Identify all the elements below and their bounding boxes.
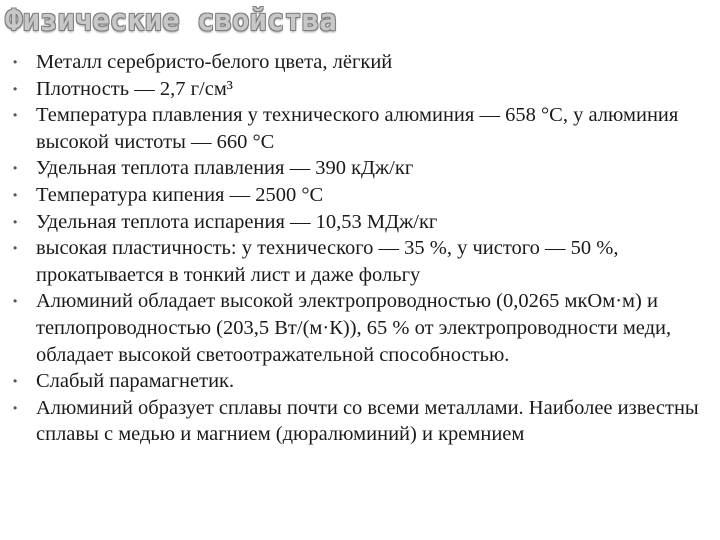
bullet-item [0, 155, 720, 182]
bullet-text: Плотность — 2,7 г/см³ [36, 77, 233, 100]
bullet-text: Металл серебристо-белого цвета, лёгкий [36, 51, 393, 73]
bullet-text: Алюминий образует сплавы почти со всеми металлами. Наиболее известны сплавы с медью и магнием (дюралюминий) и кремнием [36, 396, 699, 446]
bullet-text: Удельная теплота плавления — 390 кДж/кг [36, 157, 414, 180]
bullet-text: высокая пластичность: у технического — 35 %, у чистого — 50 %, прокатывается в тонкий лист и даже фольгу [36, 237, 619, 286]
bullet-item [0, 368, 720, 395]
bullet-item [0, 288, 720, 368]
bullet-dot-icon: • [13, 187, 18, 202]
bullet-dot-icon: • [13, 81, 18, 96]
bullet-dot-icon: • [13, 108, 18, 123]
bullet-dot-icon: • [13, 294, 18, 309]
bullet-dot-icon: • [13, 161, 18, 176]
bullet-text: Температура кипения — 2500 °C [36, 183, 324, 206]
bullet-dot-icon: • [13, 241, 18, 256]
bullet-text: Слабый парамагнетик. [36, 370, 235, 393]
bullet-item [0, 76, 720, 103]
slide-title [5, 0, 337, 40]
bullet-text: Удельная теплота испарения — 10,53 МДж/кг [36, 210, 438, 233]
bullet-item [0, 182, 720, 209]
bullet-item [0, 235, 720, 288]
bullet-item [0, 102, 720, 155]
bullet-text: Алюминий обладает высокой электропроводностью (0,0265 мкОм·м) и теплопроводностью (203,5 Вт/(м·К)), 65 % от электропроводности меди, обладает высокой светоотражательной способностью. [36, 290, 672, 366]
bullet-dot-icon: • [13, 374, 18, 389]
bullet-list [0, 49, 720, 448]
bullet-dot-icon: • [13, 400, 18, 415]
bullet-dot-icon: • [13, 55, 18, 69]
slide-title-text: Физические свойства [5, 3, 337, 37]
bullet-dot-icon: • [13, 214, 18, 229]
bullet-item [0, 49, 720, 76]
bullet-item [0, 209, 720, 236]
bullet-text: Температура плавления у технического алюминия — 658 °C, у алюминия высокой чистоты — 660 °C [36, 104, 679, 153]
bullet-item [0, 395, 720, 448]
